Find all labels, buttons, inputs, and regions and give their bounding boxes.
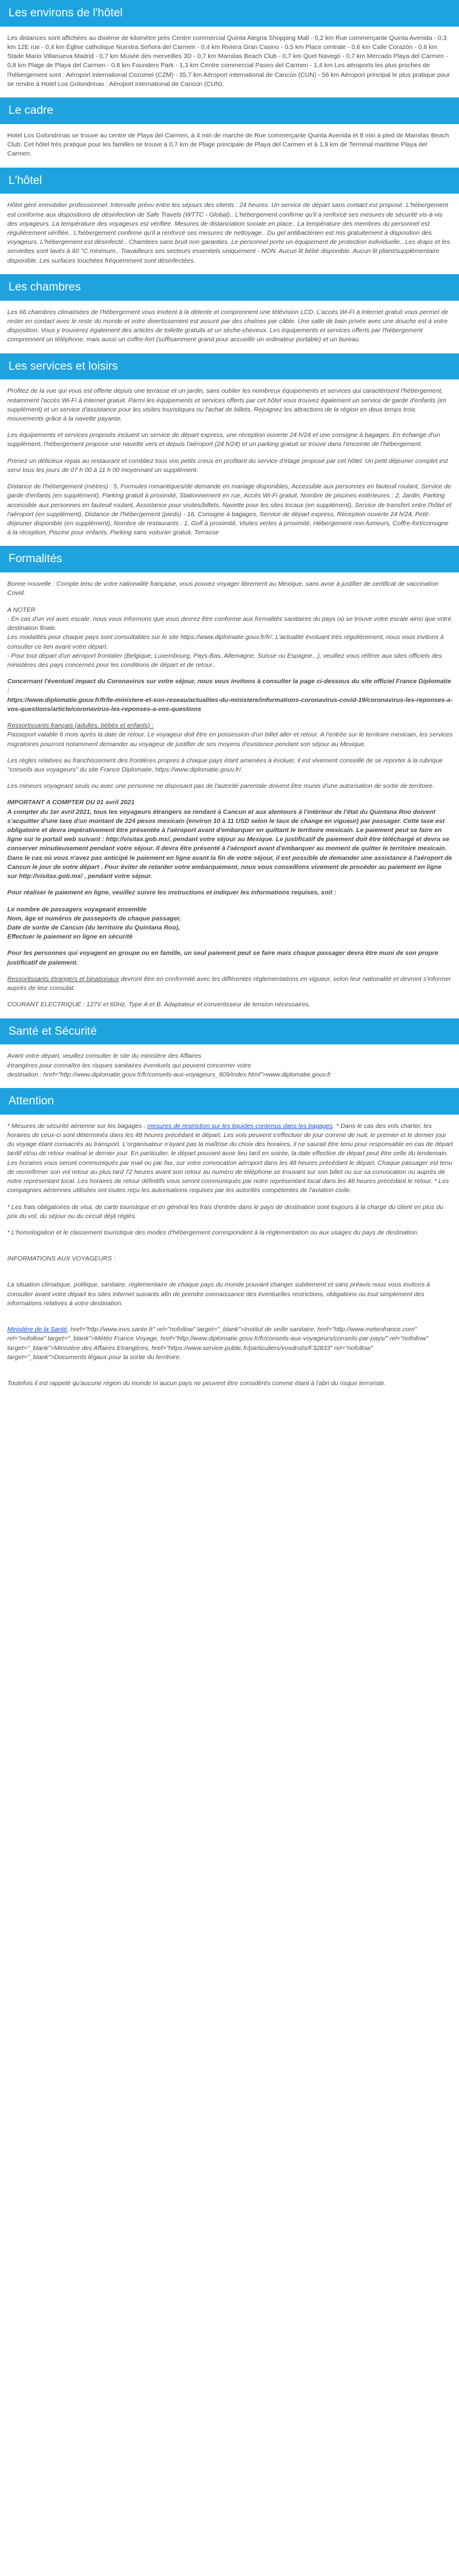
attention-p1 [7,1122,453,1196]
formalites-payment-item: Nom, âge et numéros de passeports de chaque passager, [7,914,182,922]
formalites-p1: Bonne nouvelle : Compte tenu de votre nationalité française, vous pouvez voyager librement au Mexique, sans avoir à justifier de certificat de vaccination Covid. [7,580,439,597]
section-title-attention: Attention [0,1088,459,1115]
section-attention [0,1088,459,1388]
attention-p1-prefix: * Mesures de sécurité aérienne sur les bagages : [7,1122,148,1130]
attention-p2: * Les frais obligatoires de visa, de carte touristique et en général les frais d'entrée dans le pays de destination sont toujours à la charge du client en plus du prix du vol, du séjour ou du circuit déjà réglés. [7,1203,443,1220]
attention-p7: Toutefois il est rappelé qu'aucune région du monde ni aucun pays ne peuvent être considérés comme étant à l'abri du risque terroriste. [7,1379,386,1387]
formalites-foreign-label: Ressortissants étrangers et binationaux [7,975,119,983]
hotel-text: Hôtel géré immobilier professionnel. Intervalle prévu entre les séjours des clients : 24 heures. Un service de départ sans contact est proposé. L'hébergement est conforme aux dispositions de désinfection de Safe Travels (WTTC - Global).. L'hébergement confirme qu'il a renforcé ses mesures de sécurité vis-à-vis des voyageurs. La température des voyageurs est vérifiée. Mesures de distanciation sociale en place.. La température des membres du personnel est régulièrement vérifiée.. L'hébergement confirme qu'il a renforcé ses mesures de nettoyage.. Du gel antibactérien est mis gratuitement à disposition des voyageurs. L'hébergement est désinfecté.. Chambres sans bruit non garanties. Le personnel porte un équipement de protection individuelle.. Les draps et les serviettes sont lavés à 60 °C minimum.. Travailleurs ses secteurs essentiels uniquement - NON. Aucun lit bébé disponible. Aucun lit pliant/supplémentaire disponible. Les surfaces touchées fréquemment sont désinfectées. [7,202,451,264]
formalites-covid [7,677,453,714]
liquids-restriction-link[interactable]: mesures de restriction sur les liquides contenus dans les bagages [147,1122,333,1130]
section-formalites [0,546,459,1009]
section-title-environs: Les environs de l'hôtel [0,0,459,27]
formalites-note-line: Les modalités pour chaque pays sont consultables sur le site https://www.diplomatie.gouv.fr/fr/. L'actualité évoluant très régulièrement, nous vous invitons à consulter ce lien avant votre départ. [7,634,444,651]
formalites-note-label: A NOTER [7,606,36,614]
environs-text: Les distances sont affichées au dixième de kilomètre près Centre commercial Quinta Alegria Shopping Mall - 0,2 km Rue commerçante Quinta Avenida - 0,3 km 12E rue - 0,4 km Église catholique Nuestra Señora del Carmen - 0,4 km Riviera Gran Casino - 0,5 km Place centrale - 0,6 km Calle Corazón - 0,6 km Stade Mario Villanueva Madrid - 0,7 km Musée des merveilles 3D - 0,7 km Mamitas Beach Club - 0,7 km Quel Navegó - 0,7 km Mercado Playa del Carmen - 0,8 km Plage de Playa del Carmen - 0,8 km Founders Park - 1,3 km Centre commercial Paseo del Carmen - 1,4 km Les aéroports les plus proches de l'hébergement sont : Aéroport international Cozumel (CZM) - 35,7 km Aéroport international de Cancún (CUN) - 56 km Aéroport principal le plus pratique pour se rendre à Hotel Los Golondrinas : Aéroport international de Cancún (CUN). [7,34,450,88]
sante-line: destination : href="http://www.diplomatie.gouv.fr/fr/conseils-aux-voyageurs_909/index.html">www.diplomatie.gouv.fr [7,1070,331,1078]
formalites-minors: Les mineurs voyageant seuls ou avec une personne ne disposant pas de l'autorité parentale doivent être munis d'une autorisation de sortie de territoire. [7,782,435,790]
services-paragraph: Les équipements et services proposés incluent un service de départ express, une réception ouverte 24 h/24 et une consigne à bagages. En échange d'un supplément, l'hébergement propose une navette vers et depuis l'aéroport (24 h/24) et un parking gratuit se trouve dans l'enceinte de l'hébergement. [7,431,440,448]
attention-p5: La situation climatique, politique, sanitaire, réglementaire de chaque pays du monde pouvant changer subitement et sans préavis nous vous invitons à consulter avant votre départ les sites Internet suivants afin de prendre connaissance des éventuelles restrictions, obligations ou tout simplement des informations relatives à votre destination. [7,1281,431,1307]
formalites-payment-list [7,905,453,942]
formalites-note [7,606,453,670]
formalites-important [7,798,453,881]
formalites-important-text: A compter du 1er avril 2021, tous les voyageurs étrangers se rendant à Cancun et aux alentours à l'intérieur de l'état du Quintana Roo doivent s'acquitter d'une taxe d'un montant de 224 pesos mexicain (environ 10 à 11 USD selon le taux de change en vigueur) par passager. Cette taxe est obligatoire et devra impérativement être présentée à l'aéroport avant d'embarquer en quittant le territoire mexicain. Le paiement peut se faire en ligne sur le portail web suivant : http://visitax.gob.mx/, pendant votre séjour au Mexique. Le justificatif de paiement doit être téléchargé et devra se conserver minutieusement pendant votre séjour. Il devra être présenté à l'aéroport avant d'embarquer au moment de quitter le territoire mexicain. Dans le cas où vous n'avez pas anticipé le paiement en ligne avant la fin de votre séjour, il est possible de demander une assistance à l'aéroport de Cancun le jour de votre départ . Pour éviter de retarder votre embarquement, nous vous conseillons vivement de procéder au paiement en ligne sur http://visitax.gob.mx/ , pendant votre séjour. [7,808,452,880]
attention-p6-rest: , href="http://www.invs.sante.fr" rel="nofollow" target="_blank">Institut de veille sanitaire, href="http://www.meteofrance.com" rel="nofollow" target="_blank">Météo France Voyage, href="http://www.diplomatie.gouv.fr/fr/conseils-aux-voyageurs/conseils-par-pays/" rel="nofollow" target="_blank">Ministère des Affaires Etrangères, href="https://www.service-public.fr/particuliers/vosdroits/F32833" rel="nofollow" target="_blank">Documents légaux pour la sortie du territoire. [7,1326,429,1361]
sante-line: Avant votre départ, veuillez consulter le site du ministère des Affaires [7,1052,202,1060]
formalites-passport-label: Ressortissants français (adultes, bébés et enfants) : [7,722,154,730]
formalites-covid-link[interactable]: https://www.diplomatie.gouv.fr/fr/le-ministere-et-son-reseau/actualites-du-ministere/informations-coronavirus-covid-19/coronavirus-les-reponses-a-vos-questions/article/coronavirus-les-reponses-a-vos-questions [7,696,453,713]
services-paragraph: Distance de l'hébergement (mètres) : 5, Formules romantiques/de demande en mariage disponibles, Accessible aux personnes en fauteuil roulant, Service de garde d'enfants (en supplément), Parking gratuit à proximité, Stationnement en rue, Accès Wi-Fi gratuit, Nombre de piscines extérieures : 2, Jardin, Parking accessible aux personnes en fauteuil roulant, Assistance pour visites/billets, Navette pour les sites locaux (en supplément), Service de transfert entre l'hôtel et l'aéroport (en supplément), Distance de l'hébergement (pieds) - 16, Consigne à bagages, Service de départ express, Réception ouverte 24 h/24, Petit-déjeuner disponible (en supplément), Nombre de restaurants : 1, Golf à proximité, Visites vertes à proximité, Hébergement non-fumeurs, Coffre-fort/consigne à la réception, Piscine pour enfants, Parking sans voiturier gratuit, Terrasse [7,483,452,537]
formalites-payment-item: Effectuer le paiement en ligne en sécurité [7,933,133,941]
section-title-services: Les services et loisirs [0,353,459,380]
section-title-chambres: Les chambres [0,274,459,301]
sante-text [7,1052,453,1080]
section-title-sante: Santé et Sécurité [0,1018,459,1045]
attention-p3: * L'homologation et le classement touristique des modes d'hébergement correspondent à la réglementation ou aux usages du pays de destination. [7,1228,419,1236]
services-paragraph: Profitez de la vue qui vous est offerte depuis une terrasse et un jardin, sans oublier les nombreux équipements et services qui caractérisent l'hébergement, notamment l'accès Wi-Fi à Internet gratuit. Parmi les équipements et services offerts par cet hôtel vous trouvez également un service de garde d'enfants (en supplément) et un service d'assistance pour les visites touristiques ou l'achat de billets. Rejoignez les attractions de la région en deux temps trois mouvements grâce à la navette payante. [7,387,447,423]
section-services [0,353,459,538]
formalites-electric: COURANT ELECTRIQUE : 127V et 60Hz. Type A et B. Adaptateur et convertisseur de tension nécessaires. [7,1001,311,1009]
formalites-payment-item: Le nombre de passagers voyageant ensemble [7,905,147,913]
chambres-text: Les 66 chambres climatisées de l'hébergement vous invitent à la détente et comprennent une télévision LCD. L'accès Wi-Fi à Internet gratuit vous permet de rester en contact avec le reste du monde et votre divertissement est assuré par des chaînes par câble. Une salle de bain privée avec une douche est à votre disposition. Vous y trouverez également des articles de toilette gratuits et un sèche-cheveux. Les équipements et services offerts par l'hébergement comprennent un téléphone, mais aussi un coffre-fort (suffisamment grand pour accueillir un ordinateur portable) et un bureau. [7,308,449,344]
section-chambres [0,274,459,345]
formalites-passport-text: Passeport valable 6 mois après la date de retour. Le voyageur doit être en possession d'un billet aller et retour. A l'entrée sur le territoire mexicain, les services migratoires pourront notamment demander au voyageur de justifier de ses moyens d'existence pendant son séjour au Mexique. [7,731,453,748]
formalites-foreign-text: devront être en conformité avec les différentes réglementations en vigueur, selon leur nationalité et devront s'informer auprès de leur consulat. [7,975,451,992]
services-paragraph: Prenez un délicieux repas au restaurant et combliez tous vos petits creux en profitant du service d'étage proposé par cet hôtel. Un petit déjeuner complet est servi tous les jours de 07 h 00 à 11 h 00 moyennant un supplément. [7,457,448,474]
sante-line: étrangères pour connaître les risques sanitaires éventuels qui peuvent concerner votre [7,1061,251,1069]
formalites-important-title: IMPORTANT A COMPTER DU 01 avril 2021 [7,799,135,807]
section-environs [0,0,459,89]
formalites-rules: Les règles relatives au franchissement des frontières propres à chaque pays étant amenées à évoluer, il est vivement conseillé de se reporter à la rubrique "conseils aux voyageurs" du site France Diplomatie, https://www.diplomatie.gouv.fr/. [7,756,443,773]
section-cadre [0,97,459,159]
section-title-hotel: L'hôtel [0,168,459,194]
section-title-cadre: Le cadre [0,97,459,124]
formalites-payment-intro: Pour réaliser le paiement en ligne, veuillez suivre les instructions et indiquer les informations requises, soit : [7,889,337,897]
cadre-text: Hotel Los Golondrinas se trouve au centre de Playa del Carmen, à 4 min de marche de Rue commerçante Quinta Avenida et 8 min à pied de Mamitas Beach Club. Cet hôtel très pratique pour les familles se trouve à 0,7 km de Plage principale de Playa del Carmen et à 1,9 km de Terminal maritime Playa del Carmen. [7,131,449,158]
formalites-passport [7,721,453,749]
attention-p4: INFORMATIONS AUX VOYAGEURS : [7,1255,116,1263]
formalites-covid-text: Concernant l'éventuel impact du Coronavirus sur votre séjour, nous vous invitons à consulter la page ci-dessous du site officiel France Diplomatie : [7,678,451,695]
section-title-formalites: Formalités [0,546,459,572]
formalites-group: Pour les personnes qui voyagent en groupe ou en famille, un seul paiement peut se faire mais chaque passager devra être muni de son propre justificatif de paiement. [7,949,438,966]
formalites-payment-item: Date de sortie de Cancun (du territoire du Quintana Roo), [7,924,180,931]
formalites-note-line: - Pour tout départ d'un aéroport frontalier (Belgique, Luxembourg, Pays-Bas, Allemagne, Suisse ou Espagne...), veuillez vous référer aux sites officiels des ministères des pays concernés pour les conditions de départ et de retour.. [7,652,442,669]
attention-p1-rest: . * Dans le cas des vols charter, les horaires de ceux-ci sont déterminés dans les 48 heures précédant le départ. Les vols peuvent s'effectuer de jour comme de nuit, le premier et le dernier jour du voyage étant consacrés au transport. L'organisateur n'ayant pas la maîtrise du choix des horaires, il ne saurait être tenu pour responsable en cas de départ tardif et/ou de retour matinal le dernier jour. En particulier, le départ pouvant avoir lieu tard en soirée, la date effective de départ peut être celle du lendemain. Les horaires vous seront communiqués par mail ou par fax, sur votre convocation aéroport dans les 48 heures précédant le départ. Chaque passager est tenu de reconfirmer son vol retour au plus tard 72 heures avant son retour au numéro de téléphone se trouvant sur son billet ou sur sa convocation ou auprès de notre représentant local. Les horaires de retour définitifs vous seront communiqués par notre représentant local dans les 48 heures précédant le retour. * Les compagnies aériennes utilisées ont toutes reçu les autorisations requises par les autorités compétentes de l'aviation civile. [7,1122,453,1195]
section-hotel [0,168,459,266]
formalites-foreign [7,975,453,993]
attention-p6 [7,1325,453,1362]
section-sante [0,1018,459,1080]
ministere-sante-link[interactable]: Ministère de la Santé [7,1326,67,1334]
formalites-note-line: - En cas d'un vol avec escale, nous vous informons que vous devrez être conforme aux formalités sanitaires du pays où se trouve votre escale ainsi que votre destination finale. [7,615,452,632]
